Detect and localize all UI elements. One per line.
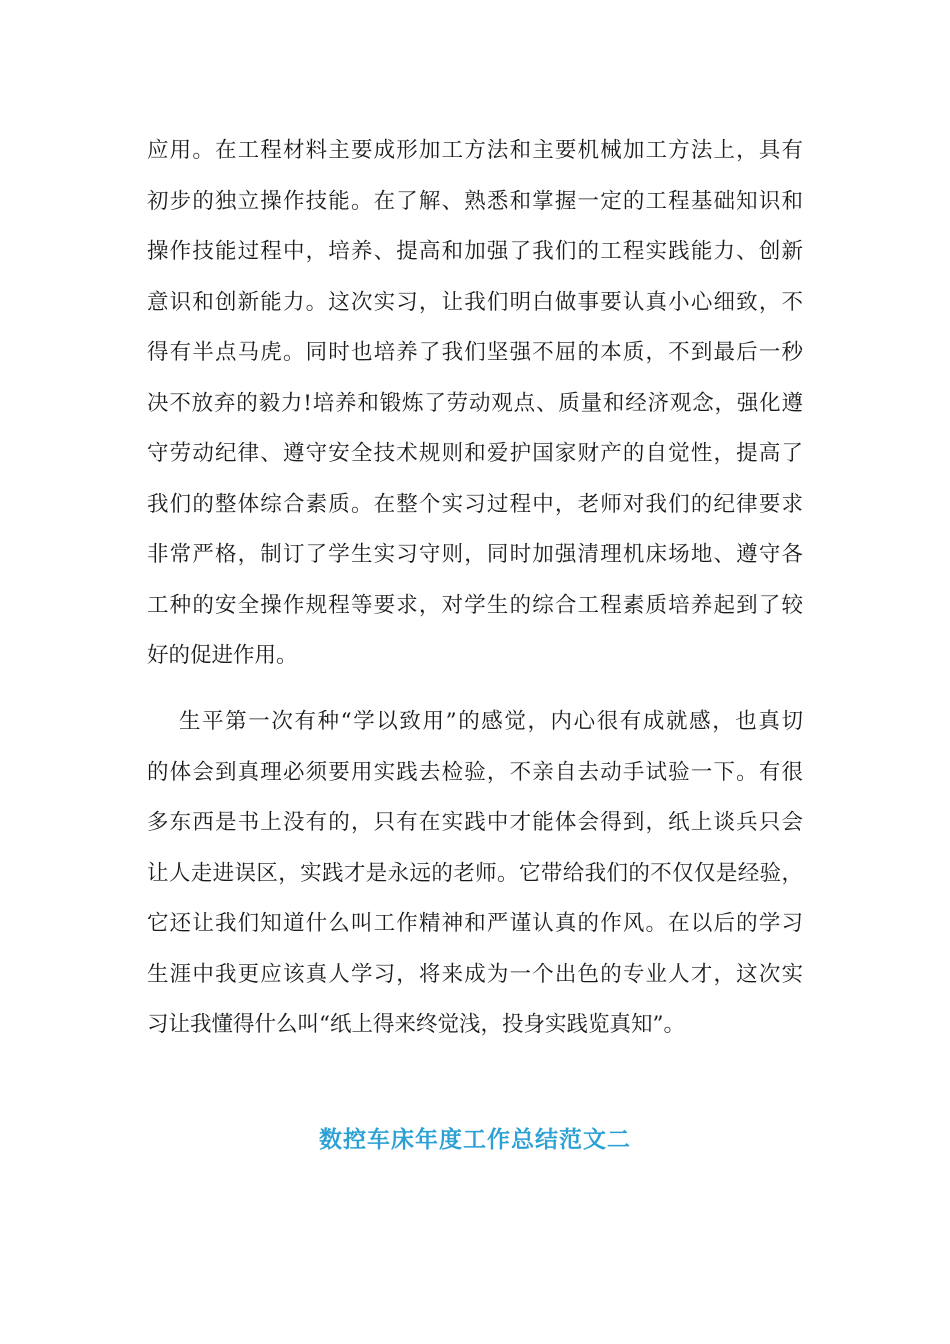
section-heading: 数控车床年度工作总结范文二 (319, 1126, 631, 1153)
text-line: 初步的独立操作技能。在了解、熟悉和掌握一定的工程基础知识和 (147, 188, 803, 214)
paragraph-2 (147, 697, 803, 1051)
text-line: 决不放弃的毅力!培养和锻炼了劳动观点、质量和经济观念，强化遵 (147, 390, 803, 416)
text-line: 守劳动纪律、遵守安全技术规则和爱护国家财产的自觉性，提高了 (147, 441, 803, 466)
text-line: 操作技能过程中，培养、提高和加强了我们的工程实践能力、创新 (147, 239, 803, 264)
text-line: 非常严格，制订了学生实习守则，同时加强清理机床场地、遵守各 (147, 542, 803, 567)
text-line: 的体会到真理必须要用实践去检验，不亲自去动手试验一下。有很 (147, 759, 803, 785)
text-line: 工种的安全操作规程等要求，对学生的综合工程素质培养起到了较 (147, 592, 803, 618)
text-line: 生平第一次有种“学以致用”的感觉，内心很有成就感，也真切 (179, 709, 803, 734)
text-line: 生涯中我更应该真人学习，将来成为一个出色的专业人才，这次实 (147, 961, 803, 987)
text-line: 让人走进误区，实践才是永远的老师。它带给我们的不仅仅是经验， (147, 860, 803, 886)
text-line: 它还让我们知道什么叫工作精神和严谨认真的作风。在以后的学习 (147, 911, 803, 936)
text-line: 习让我懂得什么叫“纸上得来终觉浅，投身实践览真知”。 (147, 1012, 685, 1037)
text-line: 我们的整体综合素质。在整个实习过程中，老师对我们的纪律要求 (147, 491, 803, 517)
text-line: 好的促进作用。 (147, 643, 298, 668)
text-line: 应用。在工程材料主要成形加工方法和主要机械加工方法上，具有 (147, 138, 803, 163)
text-line: 多东西是书上没有的，只有在实践中才能体会得到，纸上谈兵只会 (147, 810, 803, 835)
paragraph-1 (147, 126, 803, 682)
text-line: 意识和创新能力。这次实习，让我们明白做事要认真小心细致，不 (147, 289, 803, 315)
text-line: 得有半点马虎。同时也培养了我们坚强不屈的本质，不到最后一秒 (147, 340, 803, 365)
